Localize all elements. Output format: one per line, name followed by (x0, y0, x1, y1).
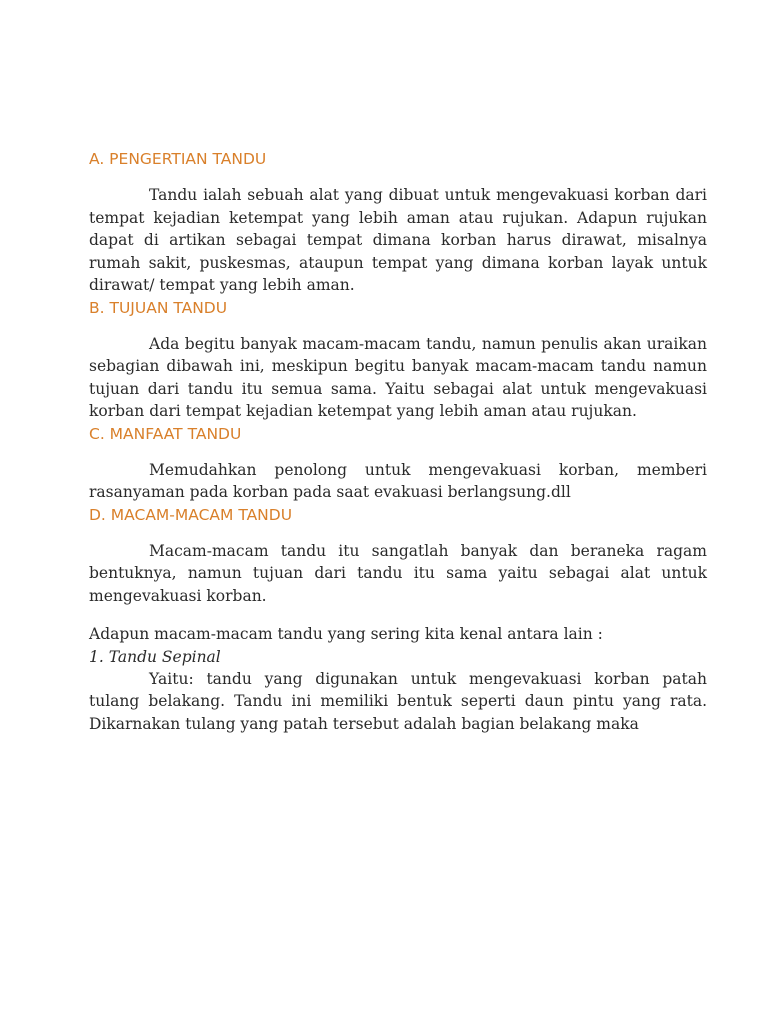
section-body-a: Tandu ialah sebuah alat yang dibuat untuk mengevakuasi korban dari tempat kejadian ketempat yang lebih aman atau rujukan. Adapun rujukan dapat di artikan sebagai tempat dimana korban harus dirawat, misalnya rumah sakit, puskesmas, ataupun tempat yang dimana korban layak untuk dirawat/ tempat yang lebih aman. (89, 186, 707, 294)
section-heading-a: A. PENGERTIAN TANDU (89, 150, 267, 168)
list-item-body: Yaitu: tandu yang digunakan untuk mengevakuasi korban patah tulang belakang. Tandu ini memiliki bentuk seperti daun pintu yang rata. Dikarnakan tulang yang patah tersebut adalah bagian belakang maka (89, 669, 707, 733)
section-heading-b: B. TUJUAN TANDU (89, 298, 228, 317)
section-body-c: Memudahkan penolong untuk mengevakuasi korban, memberi rasanyaman pada korban pada saat evakuasi berlangsung.dll (89, 460, 707, 501)
section-heading-d: D. MACAM-MACAM TANDU (89, 505, 293, 524)
section-body-b: Ada begitu banyak macam-macam tandu, namun penulis akan uraikan sebagian dibawah ini, meskipun begitu banyak macam-macam tandu namun tujuan dari tandu itu semua sama. Yaitu sebagai alat untuk mengevakuasi korban dari tempat kejadian ketempat yang lebih aman atau rujukan. (89, 334, 707, 420)
list-item-title: 1. Tandu Sepinal (89, 647, 221, 666)
list-intro: Adapun macam-macam tandu yang sering kita kenal antara lain : (89, 625, 603, 643)
section-heading-c: C. MANFAAT TANDU (89, 424, 242, 443)
section-body-d: Macam-macam tandu itu sangatlah banyak dan beraneka ragam bentuknya, namun tujuan dari tandu itu sama yaitu sebagai alat untuk mengevakuasi korban. (89, 541, 707, 605)
document-content (89, 148, 707, 735)
